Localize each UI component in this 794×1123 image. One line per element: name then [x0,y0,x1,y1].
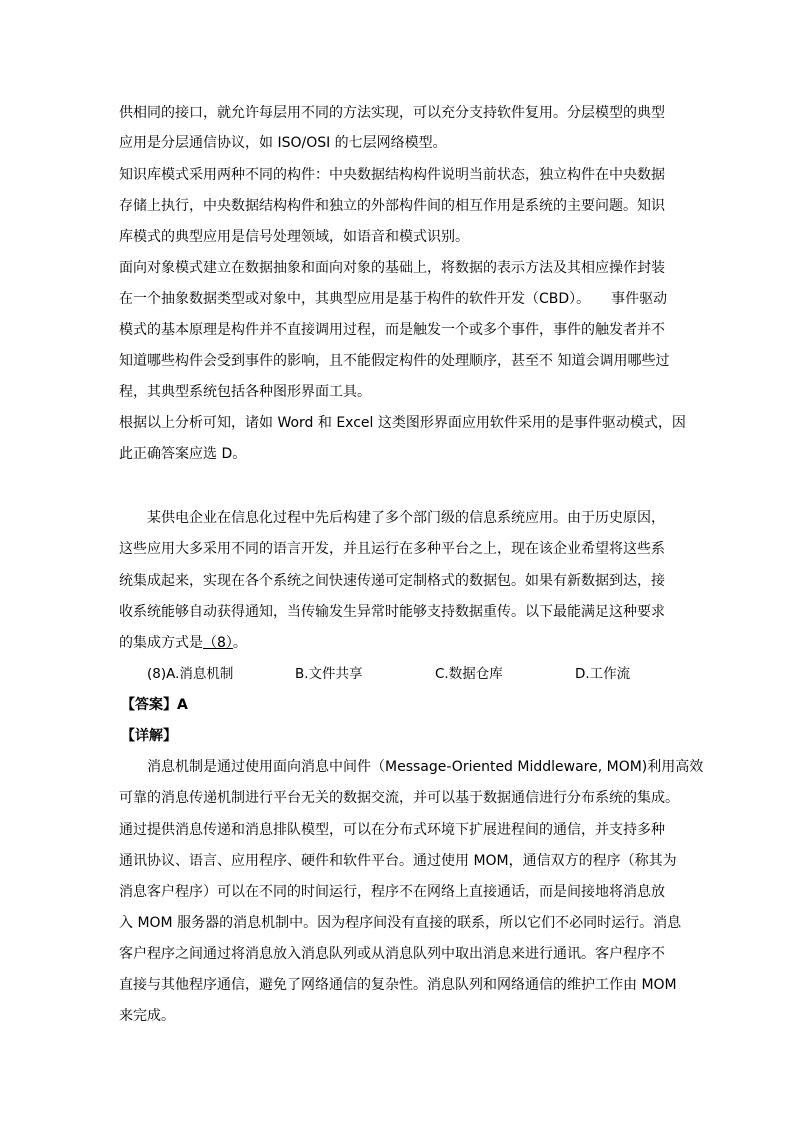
text-line: 存储上执行，中央数据结构构件和独立的外部构件间的相互作用是系统的主要问题。知识 [119,198,665,214]
text-line: 根据以上分析可知，诸如 Word 和 Excel 这类图形界面应用软件采用的是事件驱动模式，因 [119,415,686,431]
text-line: 通过提供消息传递和消息排队模型，可以在分布式环境下扩展进程间的通信，并支持多种 [119,822,665,838]
text-line: 程，其典型系统包括各种图形界面工具。 [119,384,371,400]
question-line [119,633,661,653]
text-line: 应用是分层通信协议，如 ISO/OSI 的七层网络模型。 [119,135,447,151]
text-line: 消息客户程序）可以在不同的时间运行，程序不在网络上直接通话，而是间接地将消息放 [119,884,665,900]
answer-value: A [177,697,188,713]
option-d: D.工作流 [575,666,631,682]
text-line: 知识库模式采用两种不同的构件：中央数据结构构件说明当前状态，独立构件在中央数据 [119,167,665,183]
question-text: 。 [232,635,247,651]
text-line: 来完成。 [119,1008,175,1024]
text-line: 模式的基本原理是构件并不直接调用过程，而是触发一个或多个事件，事件的触发者并不 [119,322,665,338]
text-line: 入 MOM 服务器的消息机制中。因为程序间没有直接的联系，所以它们不必同时运行。消息 [119,915,682,931]
text-line: 消息机制是通过使用面向消息中间件（Message-Oriented Middleware, MOM)利用高效 [147,759,704,775]
question-line: 收系统能够自动获得通知，当传输发生异常时能够支持数据重传。以下最能满足这种要求 [119,604,665,620]
answer [121,695,663,715]
text-line: 客户程序之间通过将消息放入消息队列或从消息队列中取出消息来进行通讯。客户程序不 [119,946,665,962]
question-line: 统集成起来，实现在各个系统之间快速传递可定制格式的数据包。如果有新数据到达，接 [119,573,665,589]
text-line: 此正确答案应选 D。 [119,446,247,462]
text-line: 知道哪些构件会受到事件的影响，且不能假定构件的处理顺序，甚至不 知道会调用哪些过 [119,353,670,369]
text-line: 库模式的典型应用是信号处理领域，如语音和模式识别。 [119,229,469,245]
option-a: (8)A.消息机制 [147,666,234,682]
detail-label: 【详解】 [121,728,177,744]
option-b: B.文件共享 [295,666,363,682]
text-line: 通讯协议、语言、应用程序、硬件和软件平台。通过使用 MOM，通信双方的程序（称其为 [119,853,677,869]
question-line: 某供电企业在信息化过程中先后构建了多个部门级的信息系统应用。由于历史原因， [147,510,665,526]
text-line: 可靠的消息传递机制进行平台无关的数据交流，并可以基于数据通信进行分布系统的集成。 [119,790,679,806]
text-line: 直接与其他程序通信，避免了网络通信的复杂性。消息队列和网络通信的维护工作由 MOM [119,977,677,993]
question-line: 这些应用大多采用不同的语言开发，并且运行在多种平台之上，现在该企业希望将这些系 [119,541,665,557]
text-line: 面向对象模式建立在数据抽象和面向对象的基础上，将数据的表示方法及其相应操作封装 [119,260,665,276]
question-blank: （8） [203,635,233,651]
text-line: 在一个抽象数据类型或对象中，其典型应用是基于构件的软件开发（CBD）。 事件驱动 [119,291,668,307]
option-c: C.数据仓库 [435,666,503,682]
question-text: 的集成方式是 [119,635,203,651]
answer-label: 【答案】 [121,697,177,713]
text-line: 供相同的接口，就允许每层用不同的方法实现，可以充分支持软件复用。分层模型的典型 [119,105,665,121]
